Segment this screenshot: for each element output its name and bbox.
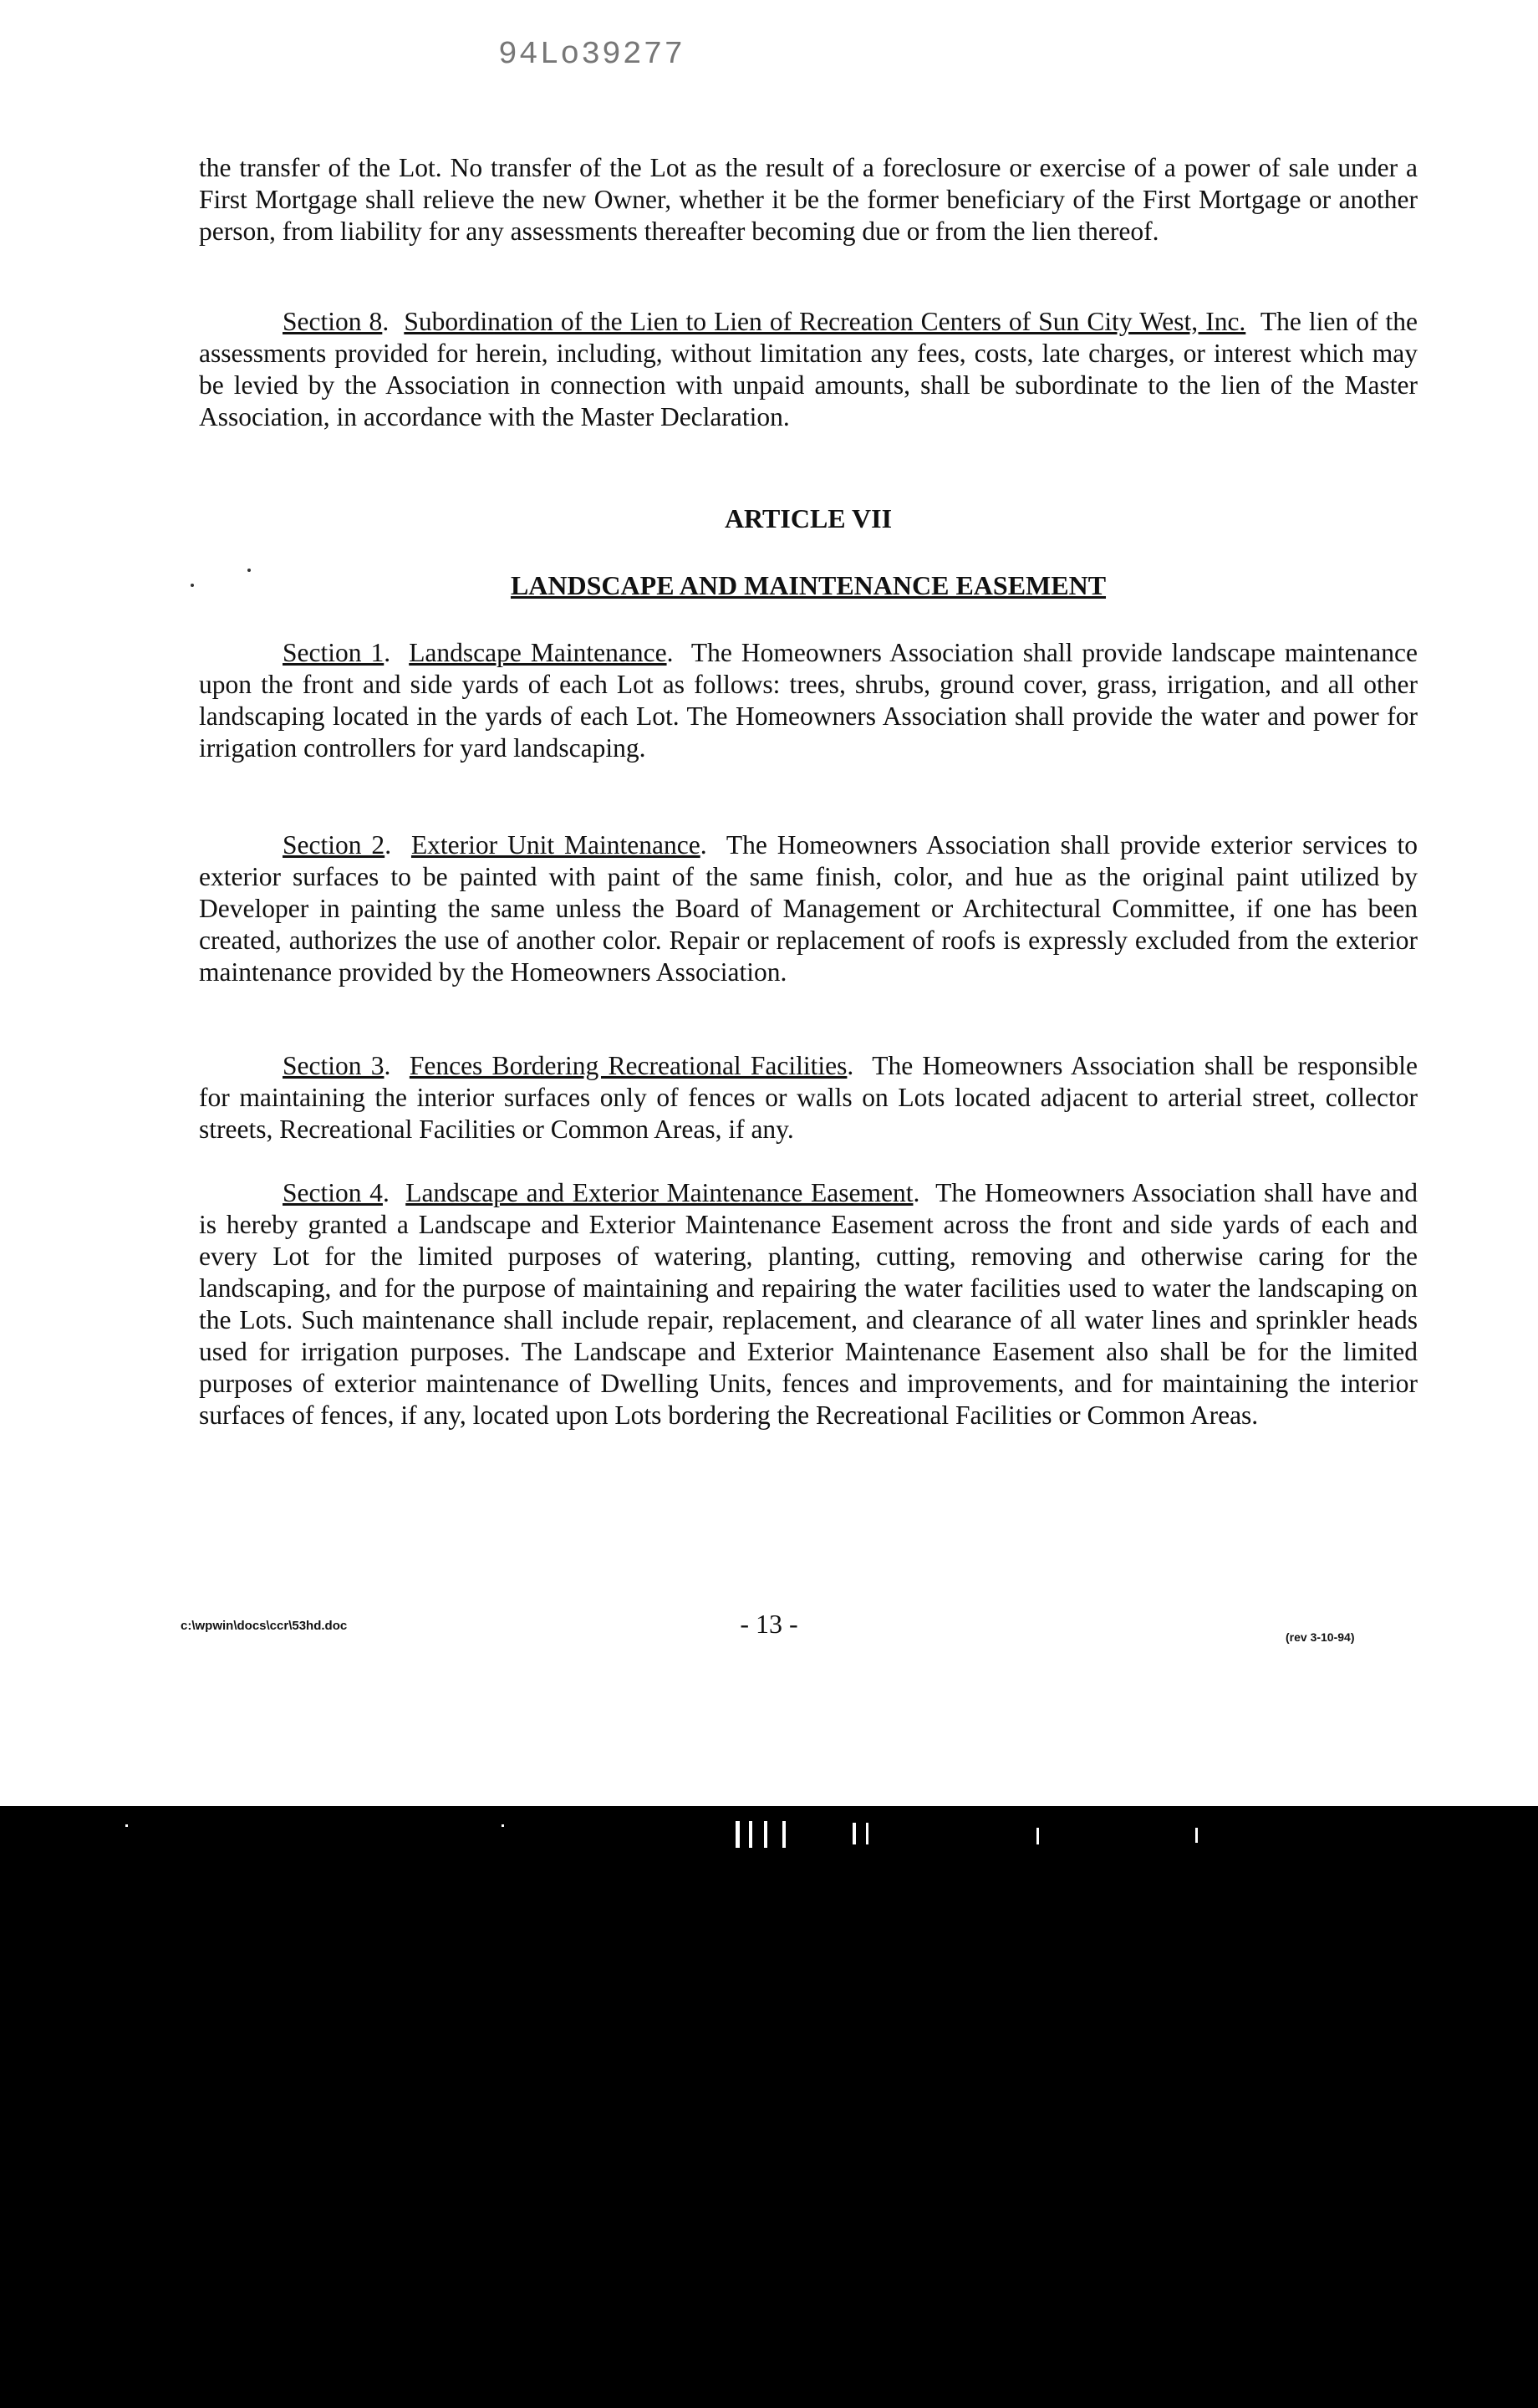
- section-3-label: Section 3: [283, 1051, 384, 1080]
- recording-stamp: 94Lo39277: [498, 37, 685, 73]
- section-1-text: The Homeowners Association shall provide landscape maintenance upon the front and side yards of each Lot as follows: trees, shrubs, ground cover, grass, irrigation, and all other landscaping located in the yards of each Lot. The Homeowners Association shall provide the water and power for irrigation controllers for yard landscaping.: [199, 638, 1418, 763]
- section-2-paragraph: Section 2. Exterior Unit Maintenance. The Homeowners Association shall provide exterior services to exterior surfaces to be painted with paint of the same finish, color, and hue as the original paint utilized by Developer in painting the same unless the Board of Management or Architectural Committee, if one has been created, authorizes the use of another color. Repair or replacement of roofs is expressly excluded from the exterior maintenance provided by the Homeowners Association.: [199, 830, 1418, 987]
- footer-revision: (rev 3-10-94): [1286, 1630, 1355, 1644]
- section-3-title: Fences Bordering Recreational Facilities: [409, 1051, 848, 1080]
- section-8-label: Section 8: [283, 307, 383, 336]
- scan-artifact: [125, 1824, 128, 1827]
- section-8-text: The lien of the assessments provided for herein, including, without limitation any fees, costs, late charges, or interest which may be levied by the Association in connection with unpaid amounts, shall be subordinate to the lien of the Master Association, in accordance with the Master Declaration.: [199, 307, 1418, 431]
- article-title: LANDSCAPE AND MAINTENANCE EASEMENT: [510, 570, 1107, 600]
- section-8-paragraph: Section 8. Subordination of the Lien to Lien of Recreation Centers of Sun City West, Inc. The lien of the assessments provided for herein, including, without limitation any fees, costs, late charges, or interest which may be levied by the Association in connection with unpaid amounts, shall be subordinate to the lien of the Master Association, in accordance with the Master Declaration.: [199, 307, 1418, 431]
- article-heading: ARTICLE VII: [724, 503, 893, 533]
- scan-artifact: [1036, 1828, 1039, 1844]
- intro-paragraph: [199, 152, 1418, 247]
- scan-artifact: [764, 1821, 767, 1848]
- section-2-label: Section 2: [283, 830, 385, 860]
- scan-artifact: [866, 1823, 868, 1844]
- section-4-label: Section 4: [283, 1178, 383, 1207]
- intro-text: the transfer of the Lot. No transfer of the Lot as the result of a foreclosure or exercise of a power of sale under a First Mortgage shall relieve the new Owner, whether it be the former beneficiary of the First Mortgage or another person, from liability for any assessments thereafter becoming due or from the lien thereof.: [199, 153, 1418, 246]
- footer-file-path: c:\wpwin\docs\ccr\53hd.doc: [181, 1619, 348, 1633]
- section-3-paragraph: Section 3. Fences Bordering Recreational Facilities. The Homeowners Association shall be responsible for maintaining the interior surfaces only of fences or walls on Lots located adjacent to arterial street, collector streets, Recreational Facilities or Common Areas, if any.: [199, 1051, 1418, 1144]
- scan-speck: [247, 569, 251, 572]
- scan-speck: [191, 584, 194, 587]
- section-2-title: Exterior Unit Maintenance: [410, 830, 700, 860]
- footer-page-number: - 13 -: [740, 1609, 798, 1639]
- section-1-label: Section 1: [283, 638, 384, 667]
- scan-artifact: [1195, 1828, 1198, 1843]
- section-8-title: Subordination of the Lien to Lien of Recreation Centers of Sun City West, Inc.: [404, 307, 1246, 336]
- scan-artifact: [749, 1821, 752, 1848]
- section-3-text: The Homeowners Association shall be responsible for maintaining the interior surfaces only of fences or walls on Lots located adjacent to arterial street, collector streets, Recreational Facilities or Common Areas, if any.: [199, 1051, 1418, 1144]
- section-4-paragraph: Section 4. Landscape and Exterior Maintenance Easement. The Homeowners Association shall have and is hereby granted a Landscape and Exterior Maintenance Easement across the front and side yards of each and every Lot for the limited purposes of watering, planting, cutting, removing and otherwise caring for the landscaping, and for the purpose of maintaining and repairing the water facilities used to water the landscaping on the Lots. Such maintenance shall include repair, replacement, and clearance of all water lines and sprinkler heads used for irrigation purposes. The Landscape and Exterior Maintenance Easement also shall be for the limited purposes of exterior maintenance of Dwelling Units, fences and improvements, and for maintaining the interior surfaces of fences, if any, located upon Lots bordering the Recreational Facilities or Common Areas.: [199, 1178, 1418, 1430]
- scan-black-border: [0, 1806, 1538, 2408]
- section-1-title: Landscape Maintenance: [409, 638, 667, 667]
- section-4-title: Landscape and Exterior Maintenance Easement: [405, 1178, 914, 1207]
- scan-artifact: [782, 1821, 786, 1848]
- scan-artifact: [853, 1823, 856, 1844]
- section-4-text: The Homeowners Association shall have and is hereby granted a Landscape and Exterior Maintenance Easement across the front and side yards of each and every Lot for the limited purposes of watering, planting, cutting, removing and otherwise caring for the landscaping, and for the purpose of maintaining and repairing the water facilities used to water the landscaping on the Lots. Such maintenance shall include repair, replacement, and clearance of all water lines and sprinkler heads used for irrigation purposes. The Landscape and Exterior Maintenance Easement also shall be for the limited purposes of exterior maintenance of Dwelling Units, fences and improvements, and for maintaining the interior surfaces of fences, if any, located upon Lots bordering the Recreational Facilities or Common Areas.: [199, 1178, 1418, 1430]
- scan-artifact: [502, 1824, 504, 1827]
- scan-artifact: [736, 1821, 740, 1848]
- section-1-paragraph: Section 1. Landscape Maintenance. The Homeowners Association shall provide landscape maintenance upon the front and side yards of each Lot as follows: trees, shrubs, ground cover, grass, irrigation, and all other landscaping located in the yards of each Lot. The Homeowners Association shall provide the water and power for irrigation controllers for yard landscaping.: [199, 638, 1418, 763]
- section-2-text: The Homeowners Association shall provide exterior services to exterior surfaces to be painted with paint of the same finish, color, and hue as the original paint utilized by Developer in painting the same unless the Board of Management or Architectural Committee, if one has been created, authorizes the use of another color. Repair or replacement of roofs is expressly excluded from the exterior maintenance provided by the Homeowners Association.: [199, 830, 1418, 987]
